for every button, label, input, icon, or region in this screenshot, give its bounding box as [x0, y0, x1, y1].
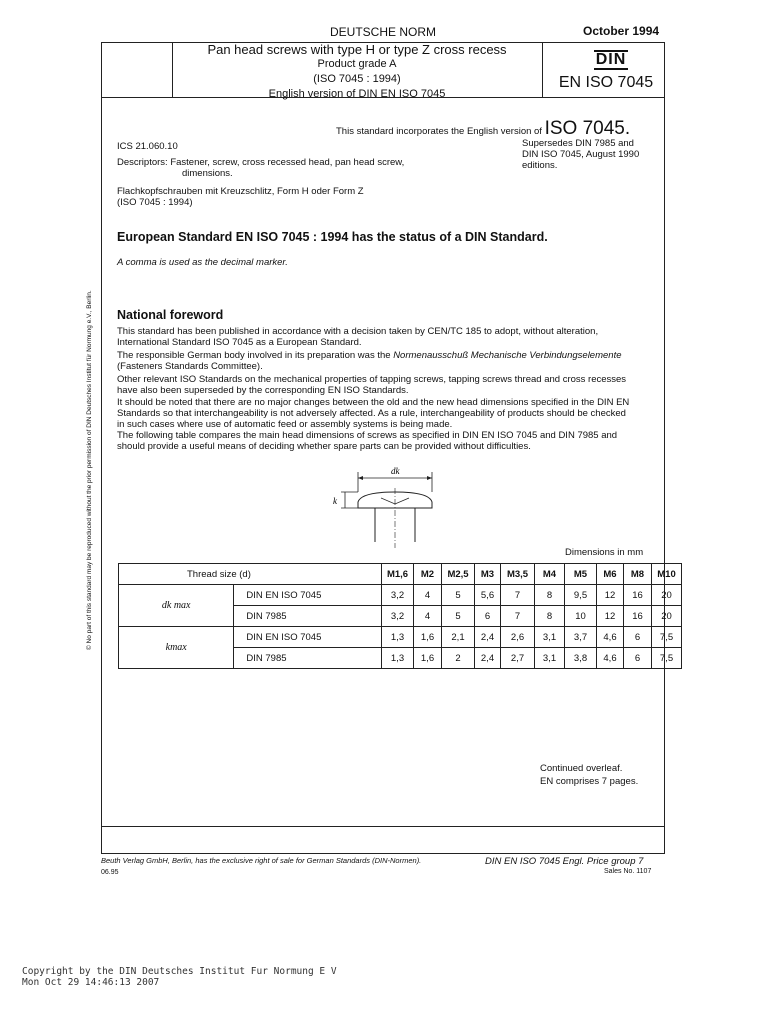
title-line-1: Pan head screws with type H or type Z cross recess [207, 42, 507, 57]
value-cell: 12 [597, 585, 624, 606]
incorporates-note [336, 118, 630, 140]
standard-number: EN ISO 7045 [558, 74, 654, 91]
status-heading: European Standard EN ISO 7045 : 1994 has the status of a DIN Standard. [117, 230, 548, 244]
descriptors-line-2: dimensions. [182, 168, 233, 179]
copyright-line-1: Copyright by the DIN Deutsches Institut Fur Normung E V [22, 966, 337, 977]
value-cell: 1,3 [382, 648, 414, 669]
value-cell: 1,6 [414, 648, 442, 669]
value-cell: 7,5 [652, 627, 682, 648]
size-cell: M10 [652, 564, 682, 585]
value-cell: 1,3 [382, 627, 414, 648]
continued-line-1: Continued overleaf. [540, 763, 623, 774]
value-cell: 5,6 [475, 585, 501, 606]
value-cell: 8 [535, 585, 565, 606]
dk-arrow-right [427, 476, 432, 480]
value-cell: 5 [442, 585, 475, 606]
size-cell: M4 [535, 564, 565, 585]
dimensions-note: Dimensions in mm [565, 547, 644, 558]
title-line-2: Product grade A [317, 58, 397, 70]
incorporates-text: This standard incorporates the English version of [336, 126, 542, 137]
size-cell: M5 [565, 564, 597, 585]
foreword-paragraph-4 [117, 397, 649, 430]
german-title-line-2: (ISO 7045 : 1994) [117, 197, 193, 208]
foreword-paragraph-1 [117, 326, 649, 348]
value-cell: 4 [414, 606, 442, 627]
thread-size-header: Thread size (d) [119, 564, 382, 585]
foreword-paragraph-2 [117, 350, 649, 372]
k-max-label: kmax [119, 627, 234, 669]
title-line-4: English version of DIN EN ISO 7045 [268, 88, 446, 100]
table-header-row [119, 564, 682, 585]
german-title-line-1: Flachkopfschrauben mit Kreuzschlitz, Form H oder Form Z [117, 186, 364, 197]
value-cell: 4 [414, 585, 442, 606]
copyright-stamp [22, 966, 337, 988]
publisher-note: Beuth Verlag GmbH, Berlin, has the exclusive right of sale for German Standards (DIN-Normen). [101, 856, 422, 865]
foreword-line: (Fasteners Standards Committee). [117, 361, 263, 372]
standard-cell: DIN 7985 [234, 606, 382, 627]
value-cell: 3,2 [382, 606, 414, 627]
value-cell: 12 [597, 606, 624, 627]
reproduction-notice: © No part of this standard may be reproduced without the prior permission of DIN Deutsches Institut für Normung e.V., Berlin. [86, 290, 93, 650]
german-title [117, 186, 364, 208]
value-cell: 7 [501, 606, 535, 627]
foreword-line: This standard has been published in accordance with a decision taken by CEN/TC 185 to adopt, without alteration, [117, 326, 599, 337]
dk-label: dk [391, 466, 400, 476]
committee-name: Normenausschuß Mechanische Verbindungselemente [393, 350, 622, 361]
value-cell: 7,5 [652, 648, 682, 669]
ics-code: ICS 21.060.10 [117, 141, 178, 152]
value-cell: 2 [442, 648, 475, 669]
value-cell: 6 [624, 648, 652, 669]
value-cell: 3,1 [535, 648, 565, 669]
value-cell: 4,6 [597, 648, 624, 669]
foreword-heading: National foreword [117, 308, 224, 322]
foreword-paragraph-5 [117, 430, 649, 452]
edition-code: 06.95 [101, 869, 119, 876]
title-divider-right [542, 42, 543, 97]
size-cell: M3,5 [501, 564, 535, 585]
value-cell: 4,6 [597, 627, 624, 648]
value-cell: 20 [652, 585, 682, 606]
footer-reference: DIN EN ISO 7045 Engl. Price group 7 [485, 856, 644, 867]
header-date: October 1994 [583, 24, 660, 38]
standard-cell: DIN EN ISO 7045 [234, 627, 382, 648]
value-cell: 2,4 [475, 648, 501, 669]
foreword-text: The responsible German body involved in its preparation was the [117, 350, 391, 361]
value-cell: 10 [565, 606, 597, 627]
screw-head-drawing [325, 462, 445, 552]
value-cell: 2,7 [501, 648, 535, 669]
comma-note: A comma is used as the decimal marker. [117, 257, 288, 268]
foreword-line: Other relevant ISO Standards on the mechanical properties of tapping screws, tapping screws thread and cross recesses [117, 374, 627, 385]
value-cell: 3,1 [535, 627, 565, 648]
din-logo [565, 50, 657, 70]
foreword-paragraph-3 [117, 374, 649, 396]
supersedes-note [522, 138, 639, 171]
foreword-line: International Standard ISO 7045 as a European Standard. [117, 337, 362, 348]
value-cell: 2,4 [475, 627, 501, 648]
descriptors-line-1: Descriptors: Fastener, screw, cross recessed head, pan head screw, [117, 157, 405, 168]
document-title [172, 42, 542, 102]
size-cell: M2 [414, 564, 442, 585]
incorporates-code: ISO 7045. [544, 118, 631, 139]
value-cell: 6 [475, 606, 501, 627]
value-cell: 16 [624, 606, 652, 627]
dk-arrow-left [358, 476, 363, 480]
foreword-line: Standards so that interchangeability is not adversely affected. As a rule, interchangeability of products should be checked [117, 408, 626, 419]
continued-line-2: EN comprises 7 pages. [540, 776, 639, 787]
value-cell: 5 [442, 606, 475, 627]
supersedes-line-1: Supersedes DIN 7985 and [522, 138, 634, 149]
table-row [119, 585, 682, 606]
value-cell: 16 [624, 585, 652, 606]
dk-max-label: dk max [119, 585, 234, 627]
value-cell: 20 [652, 606, 682, 627]
foreword-line: in such cases where use of automatic feed or assembly systems is being made. [117, 419, 453, 430]
value-cell: 3,2 [382, 585, 414, 606]
value-cell: 1,6 [414, 627, 442, 648]
supersedes-line-3: editions. [522, 160, 558, 171]
foreword-line: should provide a useful means of deciding whether spare parts can be provided without difficulties. [117, 441, 531, 452]
size-cell: M8 [624, 564, 652, 585]
descriptors [117, 157, 404, 179]
size-cell: M3 [475, 564, 501, 585]
value-cell: 9,5 [565, 585, 597, 606]
value-cell: 7 [501, 585, 535, 606]
value-cell: 3,8 [565, 648, 597, 669]
k-label: k [333, 496, 337, 506]
size-cell: M2,5 [442, 564, 475, 585]
continued-note [540, 762, 638, 788]
table-row [119, 627, 682, 648]
value-cell: 2,6 [501, 627, 535, 648]
value-cell: 2,1 [442, 627, 475, 648]
copyright-line-2: Mon Oct 29 14:46:13 2007 [22, 977, 160, 988]
size-cell: M6 [597, 564, 624, 585]
header-norm: DEUTSCHE NORM [330, 25, 437, 39]
sales-number: Sales No. 1107 [604, 868, 652, 875]
title-line-3: (ISO 7045 : 1994) [313, 73, 401, 85]
value-cell: 6 [624, 627, 652, 648]
value-cell: 3,7 [565, 627, 597, 648]
din-logo-text: DIN [595, 51, 627, 68]
foreword-line: The following table compares the main head dimensions of screws as specified in DIN EN ISO 7045 and DIN 7985 and [117, 430, 618, 441]
value-cell: 8 [535, 606, 565, 627]
foreword-line: It should be noted that there are no major changes between the old and the new head dimensions specified in the DIN EN [117, 397, 630, 408]
dimensions-table [118, 563, 682, 669]
supersedes-line-2: DIN ISO 7045, August 1990 [522, 149, 640, 160]
standard-cell: DIN 7985 [234, 648, 382, 669]
foreword-line: have also been superseded by the corresponding EN ISO Standards. [117, 385, 409, 396]
standard-cell: DIN EN ISO 7045 [234, 585, 382, 606]
footer-rule [101, 826, 665, 827]
size-cell: M1,6 [382, 564, 414, 585]
